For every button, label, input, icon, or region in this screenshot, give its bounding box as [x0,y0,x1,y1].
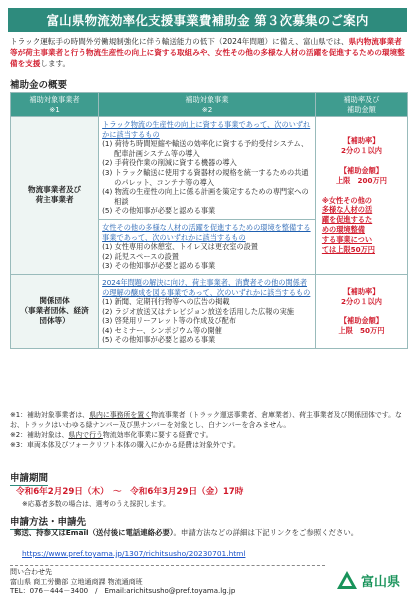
amount-value: 上限 50万円 [338,326,385,336]
logo-text: 富山県 [361,574,401,590]
header-eligible: 補助対象事業者 ※1 [11,93,99,117]
footnote-3: ※3：車両本体及びフォークリフト本体の購入にかかる経費は対象外です。 [10,441,240,449]
list-item: (4) 物流の生産性の向上に係る計画を策定するための専門家への相談 [102,187,309,206]
list-item: (3) トラック輸送に使用する資器材の規格を統一するための共通のパレット、コンテナ等の導入 [102,167,309,187]
project-block-productivity [99,117,316,220]
block-heading: トラック物流の生産性の向上に資する事業であって、次のいずれかに該当するもの [102,120,311,139]
section-title-overview: 補助金の概要 [10,77,67,93]
project-block-diversity [99,219,316,274]
rate-label: 【補助率】 [343,286,380,296]
mountain-icon [336,569,358,591]
list-item: (3) 啓発用リーフレット等の作成及び配布 [102,316,237,326]
intro-text-highlight: 県内物流事業者等が荷主事業者と行う物流生産性の向上に資する取組みや、女性その他の多様な人材の活躍を促進するための環境整備を支援 [10,37,405,69]
amount-value: 上限 200万円 [335,175,387,185]
footnote-2: ※2：補助対象は、県内で行う物流効率化事業に要する経費です。 [10,431,213,439]
table-row [11,274,408,348]
rate-cell-associations [315,274,407,348]
project-block-awareness [99,274,316,348]
amount-label: 【補助金額】 [339,166,383,176]
intro-text-3: します。 [40,59,71,69]
section-title-period: 申請期間 [10,470,48,486]
footnotes [10,410,408,450]
list-item: (2) 託児スペースの設置 [102,251,179,261]
rate-value: 2分の１以内 [340,146,382,156]
intro-text-1: トラック運転手の時間外労働規制強化に伴う輸送能力の低下（2024年問題）に備え、富山県では、 [10,37,349,46]
list-item: (5) その他知事が必要と認める事業 [102,335,216,345]
list-item: (2) ラジオ放送又はテレビジョン放送を活用した広報の実施 [102,306,294,316]
contact-title: 問い合わせ先 [10,568,52,576]
table-header-row [11,93,408,117]
rate-label: 【補助率】 [343,136,380,146]
page-banner [8,8,407,32]
banner-title: 富山県物流効率化支援事業費補助金 第３次募集のご案内 [46,13,369,28]
table-row [11,117,408,220]
section-title-apply: 申請方法・申請先 [10,514,86,530]
header-projects: 補助対象事業 ※2 [99,93,316,117]
prefecture-logo [336,567,410,593]
overview-table [10,92,408,349]
period-note: ※応募者多数の場合は、選考のうえ採択します。 [22,500,170,508]
block-heading: 2024年問題の解決に向け、荷主事業者、消費者その他の関係者の理解の醸成を図る事業であって、次のいずれかに該当するもの [102,277,311,297]
list-item: (1) 荷待ち時間短縮や輸送の効率化に資する予約受付システム、配車計画システム等の導入 [102,139,309,158]
header-rate: 補助率及び 補助金額 [315,93,407,117]
rate-value: 2分の１以内 [340,296,382,306]
category-logistics: 物流事業者及び 荷主事業者 [11,117,99,275]
amount-label: 【補助金額】 [339,316,383,326]
intro-paragraph [10,36,408,70]
footnote-1: ※1：補助対象事業者は、県内に事務所を置く物流事業者（トラック運送事業者、倉庫業者）、荷主事業者及び関係団体です。なお、トラックはいわゆる緑ナンバー及び黒ナンバーを対象とし、白ナンバーを含みません。 [10,411,402,429]
rate-note: ※女性その他の 多様な人材の活 躍を促進するた めの環境整備 する事業につい ては上限50万円 [321,195,375,254]
category-associations: 関係団体 （事業者団体、経済 団体等） [11,274,99,348]
block-heading: 女性その他の多様な人材の活躍を促進するための環境を整備する事業であって、次のいずれかに該当するもの [102,222,311,242]
list-item: (3) その他知事が必要と認める事業 [102,261,216,271]
application-period: 令和6年2月29日（木） ～ 令和6年3月29日（金）17時 [16,487,244,497]
list-item: (1) 新聞、定期刊行物等への広告の掲載 [102,297,230,307]
contact-dept: 富山県 商工労働部 立地通商課 物流通商班 [10,577,143,586]
contact-tel-email: TEL：076－444－3400 / Email:arichitsusho@pref.toyama.lg.jp [10,587,236,596]
apply-link[interactable]: https://www.pref.toyama.jp/1307/richitsusho/20230701.html [22,549,246,558]
list-item: (4) セミナー、シンポジウム等の開催 [102,325,222,335]
list-item: (5) その他知事が必要と認める事業 [102,206,216,216]
list-item: (1) 女性専用の休憩室、トイレ又は更衣室の設置 [102,242,258,252]
contact-block [10,565,325,597]
rate-cell-logistics [315,117,407,275]
list-item: (2) 手荷役作業の削減に資する機器の導入 [102,158,237,168]
apply-description: 郵送、持参又はEmail（送付後に電話連絡必要）。申請方法などの詳細は下記リンクをご参照ください。 [14,528,359,537]
